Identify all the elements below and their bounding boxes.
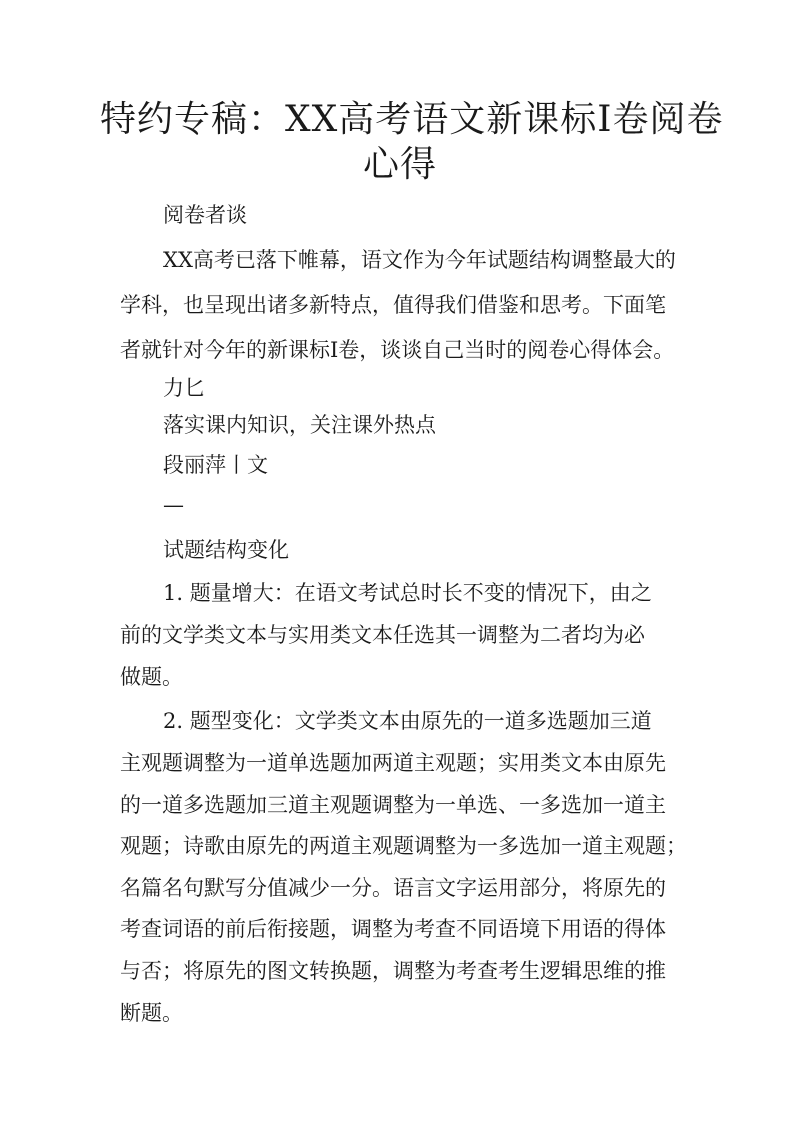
point-2-line-5: 名篇名句默写分值减少一分。语言文字运用部分，将原先的 <box>120 876 666 900</box>
point-2-line-7: 与否；将原先的图文转换题，调整为考查考生逻辑思维的推 <box>120 959 666 983</box>
author-credit: 段丽萍丨文 <box>163 453 268 477</box>
intro-line-2: 学科，也呈现出诸多新特点，值得我们借鉴和思考。下面笔 <box>120 293 666 317</box>
point-2-line-8: 断题。 <box>120 1001 183 1025</box>
point-2-line-1: 2. 题型变化：文学类文本由原先的一道多选题加三道 <box>163 709 652 733</box>
document-title-line-1: 特约专稿：XX高考语文新课标Ⅰ卷阅卷 <box>100 99 724 140</box>
garbled-line: 力匕 <box>163 376 205 400</box>
point-1-line-1: 1. 题量增大：在语文考试总时长不变的情况下，由之 <box>163 581 652 605</box>
section-heading: 试题结构变化 <box>163 538 289 562</box>
point-2-line-3: 的一道多选题加三道主观题调整为一单选、一多选加一道主 <box>120 793 666 817</box>
point-1-line-3: 做题。 <box>120 665 183 689</box>
section-subtitle: 落实课内知识，关注课外热点 <box>163 413 436 437</box>
document-title-line-2: 心得 <box>362 144 437 185</box>
intro-line-3: 者就针对今年的新课标Ⅰ卷，谈谈自己当时的阅卷心得体会。 <box>120 338 675 362</box>
byline-header: 阅卷者谈 <box>163 203 247 227</box>
point-2-line-6: 考查词语的前后衔接题，调整为考查不同语境下用语的得体 <box>120 917 666 941</box>
point-2-line-4: 观题；诗歌由原先的两道主观题调整为一多选加一道主观题； <box>120 834 687 858</box>
intro-line-1: XX高考已落下帷幕，语文作为今年试题结构调整最大的 <box>163 248 676 272</box>
section-number: — <box>163 493 184 517</box>
point-2-line-2: 主观题调整为一道单选题加两道主观题；实用类文本由原先 <box>120 751 666 775</box>
point-1-line-2: 前的文学类文本与实用类文本任选其一调整为二者均为必 <box>120 623 645 647</box>
